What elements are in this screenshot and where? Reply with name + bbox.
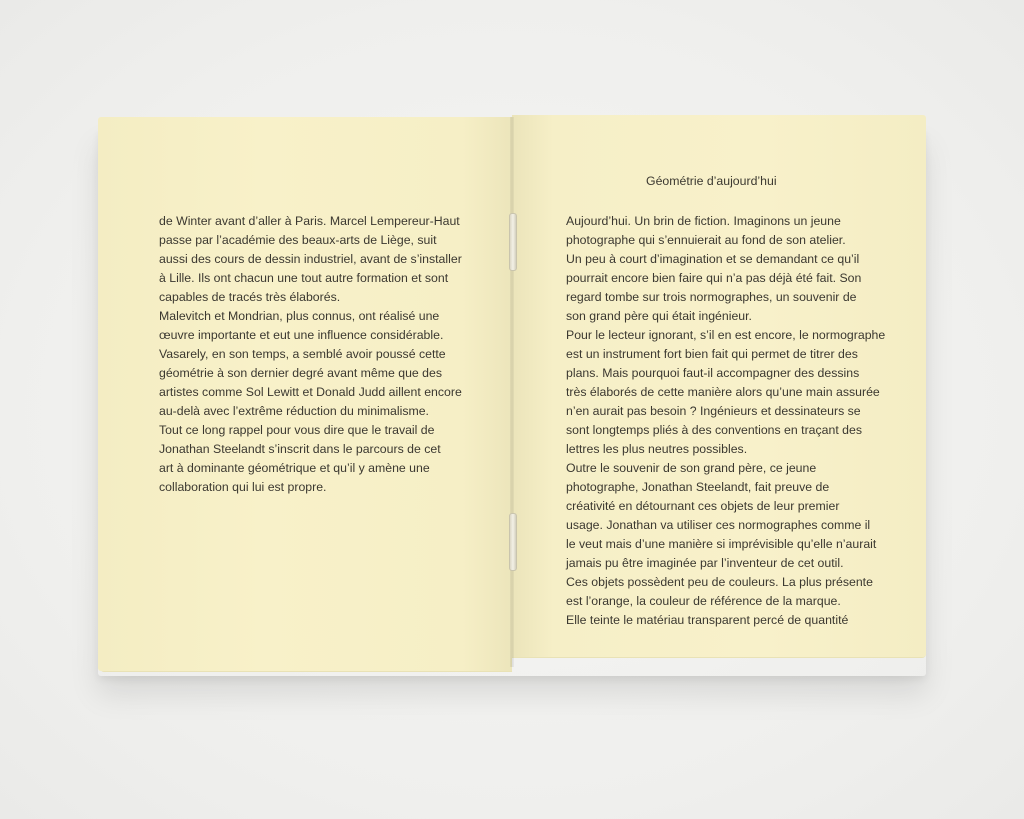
text-line: Aujourd’hui. Un brin de fiction. Imaginons un jeune bbox=[566, 214, 841, 228]
right-page-title: Géométrie d’aujourd’hui bbox=[646, 174, 777, 188]
text-line: géométrie à son dernier degré avant même que des bbox=[159, 366, 442, 380]
text-line: plans. Mais pourquoi faut-il accompagner des dessins bbox=[566, 366, 860, 380]
text-line: Un peu à court d’imagination et se demandant ce qu’il bbox=[566, 252, 860, 266]
text-line: le veut mais d’une manière si imprévisible qu’elle n’aurait bbox=[566, 537, 877, 551]
text-line: Pour le lecteur ignorant, s’il en est encore, le normographe bbox=[566, 328, 886, 342]
text-line: lettres les plus neutres possibles. bbox=[566, 442, 748, 456]
text-line: n’en aurait pas besoin ? Ingénieurs et dessinateurs se bbox=[566, 404, 861, 418]
text-line: Elle teinte le matériau transparent percé de quantité bbox=[566, 613, 849, 627]
text-line: œuvre importante et eut une influence considérable. bbox=[159, 328, 444, 342]
text-line: sont longtemps pliés à des conventions en traçant des bbox=[566, 423, 862, 437]
text-line: Vasarely, en son temps, a semblé avoir poussé cette bbox=[159, 347, 446, 361]
text-line: regard tombe sur trois normographes, un souvenir de bbox=[566, 290, 857, 304]
text-line: Tout ce long rappel pour vous dire que le travail de bbox=[159, 423, 435, 437]
text-line: usage. Jonathan va utiliser ces normographes comme il bbox=[566, 518, 871, 532]
staple-bottom bbox=[509, 513, 517, 571]
text-line: collaboration qui lui est propre. bbox=[159, 480, 327, 494]
text-line: photographe qui s’ennuierait au fond de son atelier. bbox=[566, 233, 846, 247]
right-page-text bbox=[566, 212, 885, 630]
text-line: est un instrument fort bien fait qui permet de titrer des bbox=[566, 347, 858, 361]
text-line: Jonathan Steelandt s’inscrit dans le parcours de cet bbox=[159, 442, 441, 456]
text-line: de Winter avant d’aller à Paris. Marcel Lempereur-Haut bbox=[159, 214, 460, 228]
text-line: Outre le souvenir de son grand père, ce jeune bbox=[566, 461, 817, 475]
text-line: Ces objets possèdent peu de couleurs. La plus présente bbox=[566, 575, 873, 589]
text-line: aussi des cours de dessin industriel, avant de s’installer bbox=[159, 252, 462, 266]
text-line: jamais pu être imaginée par l’inventeur de cet outil. bbox=[566, 556, 844, 570]
text-line: à Lille. Ils ont chacun une tout autre formation et sont bbox=[159, 271, 449, 285]
text-line: très élaborés de cette manière alors qu’une main assurée bbox=[566, 385, 880, 399]
text-line: pourrait encore bien faire qui n’a pas déjà été fait. Son bbox=[566, 271, 862, 285]
text-line: capables de tracés très élaborés. bbox=[159, 290, 341, 304]
text-line: art à dominante géométrique et qu’il y amène une bbox=[159, 461, 430, 475]
text-line: son grand père qui était ingénieur. bbox=[566, 309, 752, 323]
left-page-text bbox=[159, 212, 462, 497]
text-line: créativité en détournant ces objets de leur premier bbox=[566, 499, 840, 513]
text-line: Malevitch et Mondrian, plus connus, ont réalisé une bbox=[159, 309, 440, 323]
text-line: au-delà avec l’extrême réduction du minimalisme. bbox=[159, 404, 429, 418]
text-line: artistes comme Sol Lewitt et Donald Judd aillent encore bbox=[159, 385, 462, 399]
text-line: est l’orange, la couleur de référence de la marque. bbox=[566, 594, 841, 608]
text-line: photographe, Jonathan Steelandt, fait preuve de bbox=[566, 480, 830, 494]
text-line: passe par l’académie des beaux-arts de Liège, suit bbox=[159, 233, 437, 247]
booklet-spine bbox=[510, 117, 514, 667]
staple-top bbox=[509, 213, 517, 271]
